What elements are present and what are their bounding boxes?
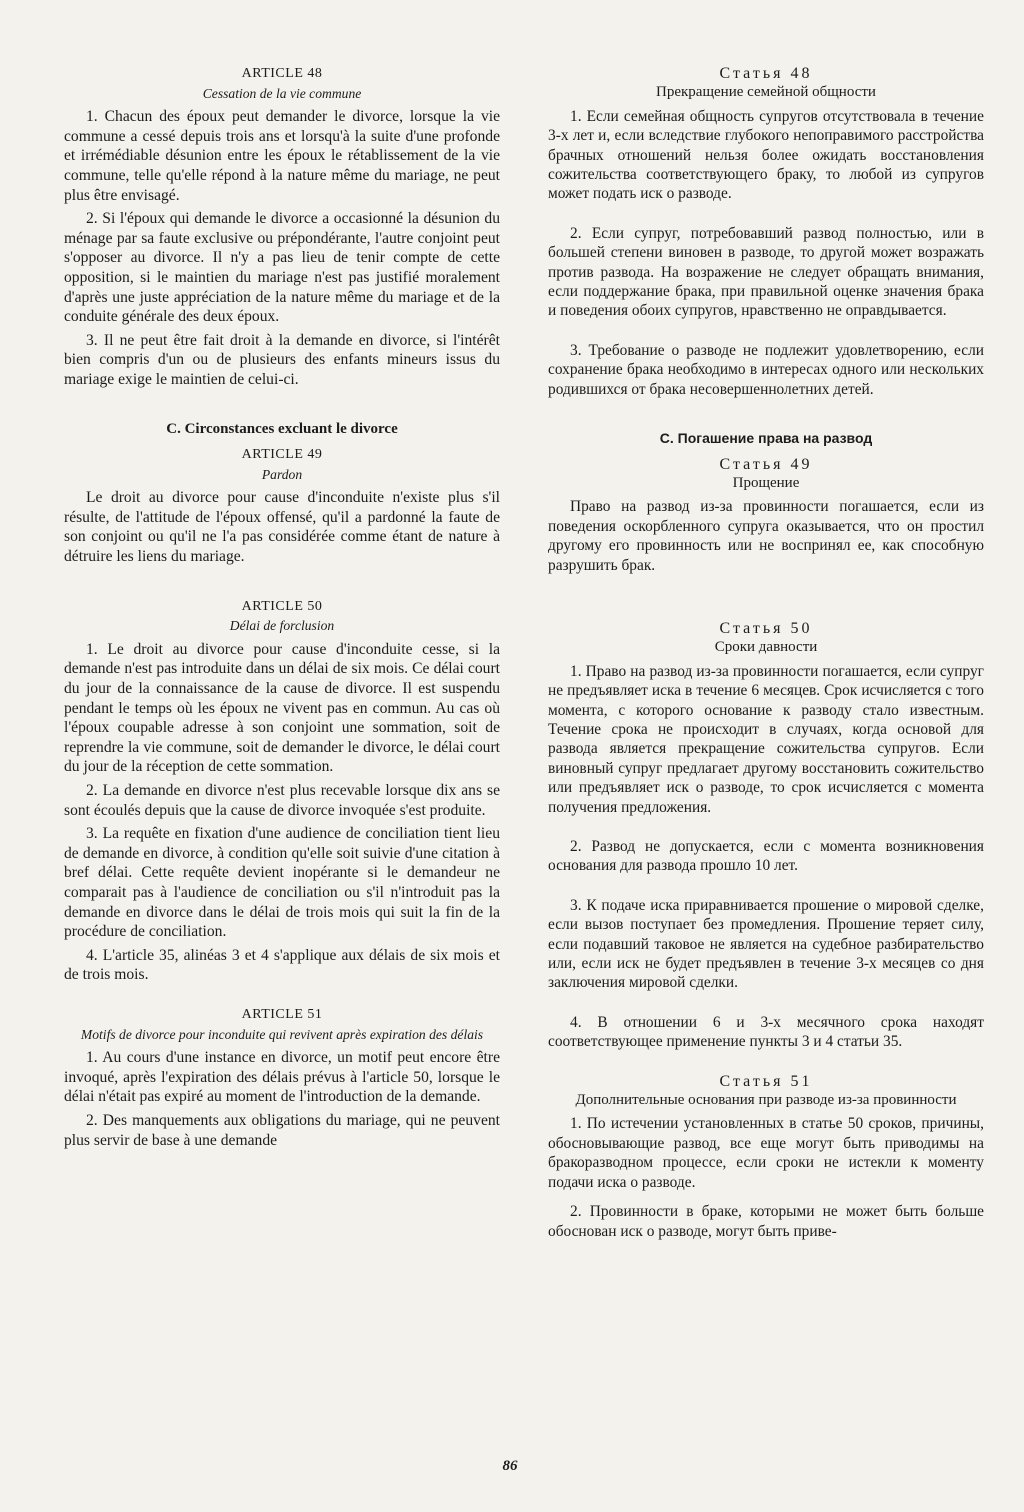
article-51-paragraph-1-ru: 1. По истечении установленных в статье 50 сроков, причины, обосновывающие развод, все еще могут быть приводимы на бракоразводном процессе, если сроки не истекли к моменту подачи иска о разводе. <box>548 1115 984 1191</box>
article-49-heading-ru: Статья 49 <box>719 455 813 473</box>
article-48-paragraph-1-ru: 1. Если семейная общность супругов отсутствовала в течение 3-х лет и, если вследствие глубокого непоправимого расстройства брачных отношений нельзя более ожидать восстановления сожительства соответствующего браку, то любой из супругов может подать иск о разводе. <box>548 107 984 203</box>
article-49-paragraph-1-fr: Le droit au divorce pour cause d'inconduite n'existe plus s'il résulte, de l'attitude de l'époux offensé, qu'il a pardonné la faute de son conjoint ou qu'il ne l'a pas considérée comme étant de nature à détruire les liens du mariage. <box>64 489 500 566</box>
article-50-subtitle-ru: Сроки давности <box>714 639 818 656</box>
article-48-heading-fr: ARTICLE 48 <box>241 66 323 81</box>
article-48-paragraph-1-fr: 1. Chacun des époux peut demander le divorce, lorsque la vie commune a cessé depuis trois ans et lorsqu'à la suite d'une profonde et irrémédiable désunion entre les époux le rétablissement de la vie commune, telle qu'elle répond à la nature même du mariage, ne peut plus être envisagé. <box>64 108 500 204</box>
article-49-subtitle-fr: Pardon <box>261 466 303 482</box>
article-50-heading-fr: ARTICLE 50 <box>241 598 323 614</box>
article-50-paragraph-4-ru: 4. В отношении 6 и 3-х месячного срока находят соответствующее применение пункты 3 и 4 статьи 35. <box>548 1013 984 1051</box>
article-51-subtitle-ru: Дополнительные основания при разводе из-за провинности <box>575 1092 957 1109</box>
section-c-heading-ru: С. Погашение права на развод <box>659 430 873 447</box>
article-50-paragraph-3-ru: 3. К подаче иска приравнивается прошение о мировой сделке, если вызов поступает без промедления. Прошение теряет силу, если подавший таковое не является на судебное разбирательство или, если иск не будет предъявлен в течение 3-х месяцев со дня заключения мировой сделки. <box>548 896 984 992</box>
article-51-paragraph-2-fr: 2. Des manquements aux obligations du mariage, qui ne peuvent plus servir de base à une demande <box>64 1111 500 1149</box>
article-49-paragraph-1-ru: Право на развод из-за провинности погашается, если из поведения оскорбленного супруга оказывается, что он простил другому его провинность или не воспринял ее, как способную разрушить брак. <box>548 498 984 574</box>
article-51-heading-fr: ARTICLE 51 <box>241 1006 323 1022</box>
article-50-paragraph-4-fr: 4. L'article 35, alinéas 3 et 4 s'applique aux délais de six mois et de trois mois. <box>64 946 500 984</box>
article-48-paragraph-3-ru: 3. Требование о разводе не подлежит удовлетворению, если сохранение брака необходимо в интересах одного или нескольких родившихся от брака несовершеннолетних детей. <box>548 341 984 398</box>
article-48-paragraph-2-ru: 2. Если супруг, потребовавший развод полностью, или в большей степени виновен в разводе, то другой может возражать против развода. На возражение не следует обращать внимания, если поддержание брака, при правильной оценке значения брака и поведения обоих супругов, нравственно не оправдывается. <box>548 224 984 320</box>
article-48-paragraph-3-fr: 3. Il ne peut être fait droit à la demande en divorce, si l'intérêt bien compris d'un ou de plusieurs des enfants mineurs issus du mariage exige le maintien de celui-ci. <box>64 331 500 388</box>
article-51-paragraph-1-fr: 1. Au cours d'une instance en divorce, un motif peut encore être invoqué, après l'expiration des délais prévus à l'article 50, lorsque le délai n'était pas expiré au moment de l'introduction de la demande. <box>64 1049 500 1106</box>
article-51-heading-ru: Статья 51 <box>719 1072 813 1090</box>
article-48-subtitle-fr: Cessation de la vie commune <box>202 85 362 101</box>
article-50-paragraph-1-fr: 1. Le droit au divorce pour cause d'inconduite cesse, si la demande n'est pas introduite dans un délai de six mois. Ce délai court du jour de la connaissance de la cause de divorce. Il est suspendu pendant le temps où les époux ne vivent pas en commun. Au cas où l'époux coupable adresse à son conjoint une sommation, soit de reprendre la vie commune, soit de demander le divorce, le délai court du jour de la réception de cette sommation. <box>64 640 500 776</box>
article-48-heading-ru: Статья 48 <box>719 65 813 82</box>
article-51-paragraph-2-ru: 2. Провинности в браке, которыми не может быть больше обоснован иск о разводе, могут быть приве- <box>548 1203 984 1240</box>
article-50-paragraph-2-fr: 2. La demande en divorce n'est plus recevable lorsque dix ans se sont écoulés depuis que la cause de divorce invoquée s'est produite. <box>64 782 500 819</box>
article-50-subtitle-fr: Délai de forclusion <box>229 618 335 634</box>
article-51-subtitle-fr: Motifs de divorce pour inconduite qui revivent après expiration des délais <box>80 1026 484 1042</box>
russian-column <box>548 64 984 1245</box>
french-column <box>64 64 500 1154</box>
page-number: 86 <box>502 1458 518 1474</box>
section-c-heading-fr: C. Circonstances excluant le divorce <box>166 420 398 437</box>
article-50-paragraph-1-ru: 1. Право на развод из-за провинности погашается, если супруг не предъявляет иска в течение 6 месяцев. Срок исчисляется с того момента, с которого основание к разводу стало известным. Течение срока не происходит в случаях, когда основой для развода является прекращение сожительства супругов. Если виновный супруг предлагает другому восстановить сожительство или предъявляет иск о разводе, то срок исчисляется с момента получения предложения. <box>548 662 984 816</box>
article-50-paragraph-3-fr: 3. La requête en fixation d'une audience de conciliation tient lieu de demande en divorce, à condition qu'elle soit suivie d'une citation à bref délai. Cette requête devient inopérante si le demandeur ne comparait pas à l'audience de conciliation ou s'il n'introduit pas la demande en divorce dans le délai de trois mois qui suit la fin de la procédure de conciliation. <box>64 825 500 941</box>
article-50-paragraph-2-ru: 2. Развод не допускается, если с момента возникновения основания для развода прошло 10 лет. <box>548 838 984 875</box>
article-48-subtitle-ru: Прекращение семейной общности <box>656 84 876 101</box>
article-48-paragraph-2-fr: 2. Si l'époux qui demande le divorce a occasionné la désunion du ménage par sa faute exclusive ou prépondérante, l'autre conjoint peut s'opposer au divorce. Il n'y a pas lieu de tenir compte de cette opposition, si le maintien du mariage n'est pas justifié moralement d'après une juste appréciation de la nature même du mariage et de la conduite générale des deux époux. <box>64 210 500 326</box>
article-49-heading-fr: ARTICLE 49 <box>241 447 323 463</box>
article-49-subtitle-ru: Прощение <box>732 474 800 491</box>
article-50-heading-ru: Статья 50 <box>719 619 813 637</box>
